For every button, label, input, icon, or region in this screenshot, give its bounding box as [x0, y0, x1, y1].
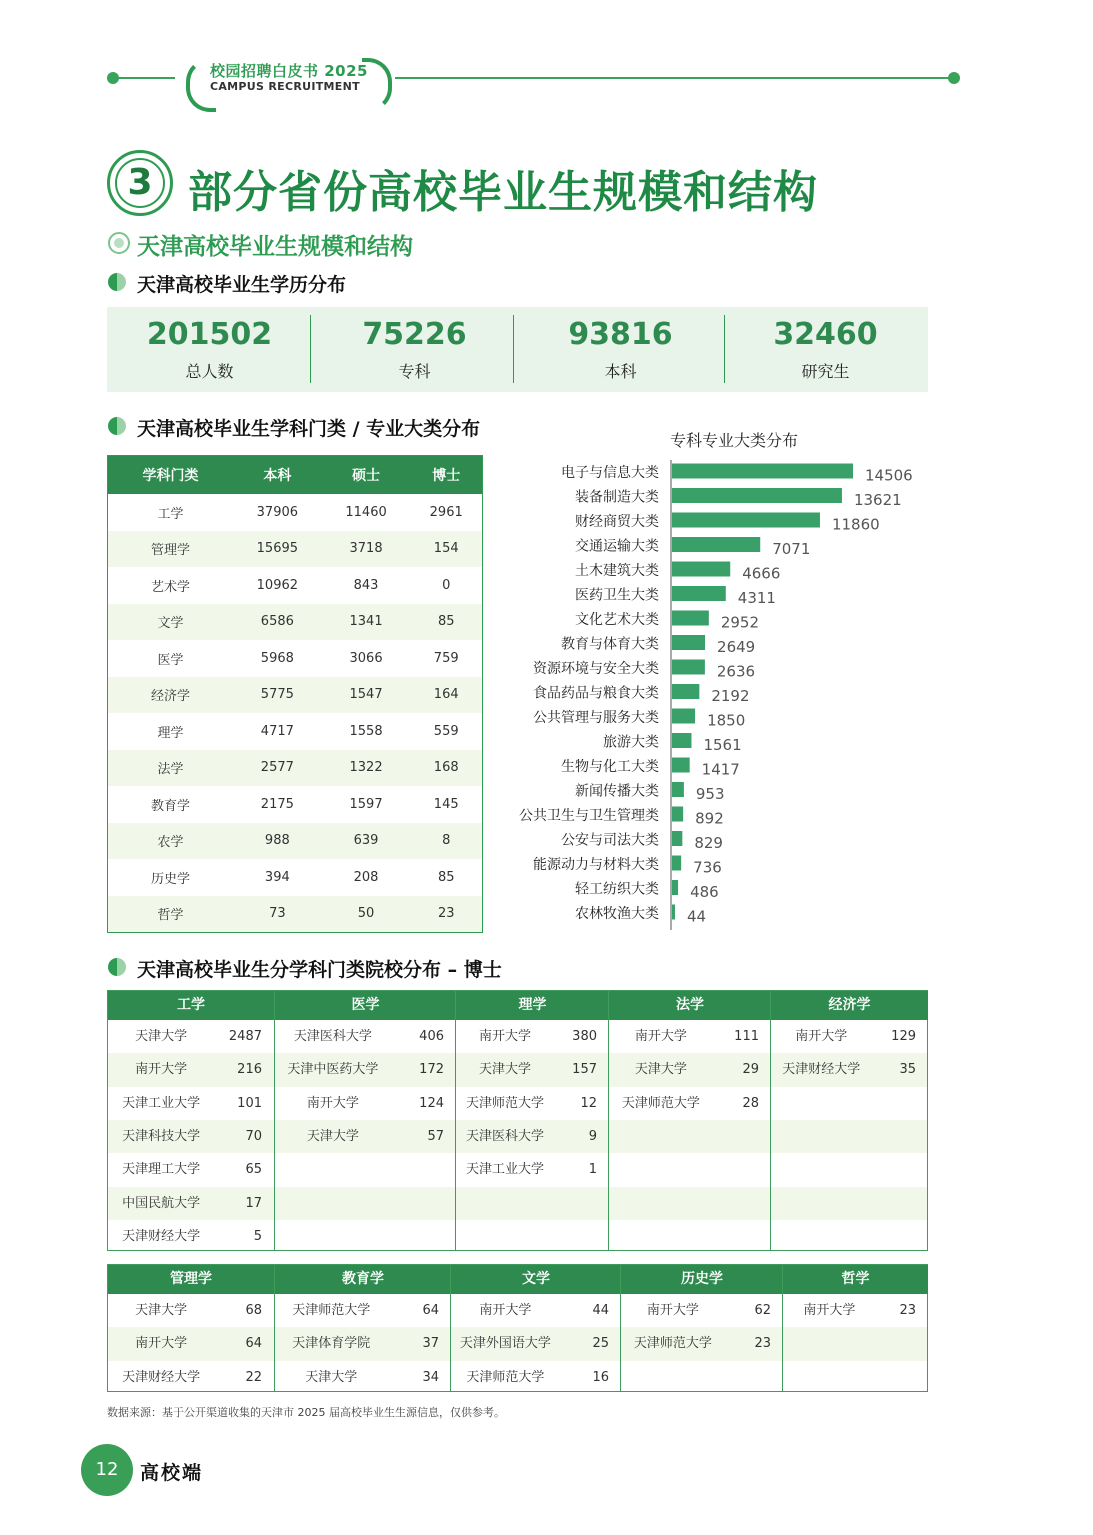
page-number: 12 [81, 1444, 133, 1496]
data-label: 44 [687, 907, 707, 926]
brand-subtitle: CAMPUS RECRUITMENT [210, 80, 360, 93]
subject-column [450, 1265, 621, 1391]
graduate-count: 5 [253, 1228, 262, 1244]
cell: 理学 [157, 725, 184, 741]
subject-column [608, 991, 771, 1250]
university-name: 天津工业大学 [465, 1162, 544, 1178]
graduate-count: 23 [754, 1336, 771, 1352]
table-row [108, 786, 483, 823]
cell: 639 [322, 823, 411, 860]
cell: 文学 [108, 604, 233, 641]
bar [672, 488, 842, 503]
category-label: 公共管理与服务大类 [533, 710, 659, 726]
category-label: 公安与司法大类 [561, 832, 659, 849]
category-label: 食品药品与粮食大类 [533, 685, 659, 702]
bullet-icon [108, 273, 126, 291]
graduate-count: 172 [419, 1062, 444, 1078]
column-header: 医学 [275, 991, 456, 1020]
graduate-count: 68 [245, 1303, 262, 1318]
cell: 73 [233, 896, 322, 933]
cell: 85 [410, 604, 482, 641]
subject-table [107, 455, 483, 933]
graduate-count: 28 [742, 1095, 759, 1111]
header-line-left [113, 77, 175, 79]
data-label: 486 [690, 883, 719, 901]
header-line-right [395, 77, 955, 79]
cell: 5775 [233, 677, 322, 714]
column-header: 管理学 [108, 1265, 274, 1294]
cell: 843 [353, 577, 379, 593]
table-row [456, 1020, 609, 1053]
section-number-badge [107, 150, 173, 216]
cell: 0 [442, 577, 451, 593]
table-row [456, 1120, 609, 1153]
graduate-count: 1 [588, 1162, 597, 1178]
table-row [275, 1327, 451, 1360]
university-name: 天津体育学院 [292, 1336, 371, 1352]
stat-value: 75226 [362, 317, 467, 352]
table-row [275, 1294, 451, 1327]
table-row [783, 1294, 928, 1327]
table-row [108, 1120, 274, 1153]
education-heading: 天津高校毕业生学历分布 [137, 274, 347, 296]
bar [672, 611, 709, 626]
bar [672, 586, 726, 601]
category-label: 公共卫生与卫生管理类 [519, 808, 659, 824]
column-header: 文学 [451, 1265, 621, 1294]
column-header: 理学 [456, 991, 609, 1020]
graduate-count: 62 [754, 1303, 771, 1318]
cell: 394 [264, 869, 290, 885]
stat-label: 总人数 [185, 362, 234, 381]
data-label: 2636 [716, 662, 756, 681]
table-row [609, 1020, 771, 1053]
table-row [275, 1361, 451, 1394]
data-label: 1417 [701, 760, 740, 779]
university-name: 南开大学 [478, 1029, 531, 1044]
university-name: 南开大学 [803, 1303, 856, 1318]
col-header: 博士 [410, 456, 482, 495]
table-row [771, 1053, 928, 1086]
stat-divider [513, 315, 514, 383]
table-row [771, 1020, 928, 1053]
bar [672, 831, 682, 846]
university-name: 南开大学 [306, 1095, 359, 1111]
graduate-count: 64 [422, 1303, 439, 1318]
data-label: 829 [694, 834, 723, 852]
university-name: 南开大学 [479, 1303, 532, 1318]
stat-value: 32460 [773, 317, 878, 352]
graduate-count: 34 [422, 1369, 439, 1385]
cell: 2577 [233, 750, 322, 787]
table-row [108, 494, 483, 531]
university-name: 天津大学 [305, 1369, 358, 1385]
column-header: 工学 [108, 991, 274, 1020]
bar [672, 635, 705, 650]
table-row [275, 1087, 456, 1120]
bar [672, 537, 760, 552]
table-row [108, 1020, 274, 1053]
data-label: 736 [693, 858, 722, 877]
table-row [108, 1327, 274, 1360]
graduate-count: 157 [572, 1062, 597, 1078]
university-name: 天津财经大学 [122, 1228, 201, 1244]
stat-junior-college [312, 307, 517, 392]
graduate-count: 380 [572, 1029, 597, 1044]
column-header: 教育学 [275, 1265, 451, 1294]
stat-value: 93816 [568, 317, 673, 352]
cell: 1322 [322, 750, 411, 787]
column-header: 哲学 [783, 1265, 928, 1294]
cell: 37906 [256, 504, 299, 520]
cell: 8 [410, 823, 482, 860]
bar [672, 709, 695, 724]
category-label: 土木建筑大类 [575, 563, 659, 579]
category-label: 轻工纺织大类 [575, 881, 659, 898]
graduate-count: 9 [588, 1128, 597, 1144]
table-row [108, 604, 483, 641]
table-row [108, 1187, 274, 1220]
table-row [108, 750, 483, 787]
footer-label: 高校端 [140, 1462, 204, 1484]
table-row [451, 1327, 621, 1360]
stat-bachelor [518, 307, 723, 392]
education-stats [107, 307, 928, 392]
table-row [108, 823, 483, 860]
graduate-count: 129 [891, 1029, 916, 1044]
cell: 559 [433, 723, 459, 739]
university-name: 天津大学 [135, 1029, 188, 1044]
category-label: 旅游大类 [603, 734, 659, 751]
category-label: 文化艺术大类 [575, 612, 659, 628]
stat-label: 本科 [604, 362, 637, 381]
bar [672, 880, 678, 895]
graduate-count: 22 [245, 1369, 262, 1385]
stat-divider [310, 315, 311, 383]
graduate-count: 216 [237, 1062, 262, 1078]
cell: 教育学 [150, 798, 190, 814]
subject-column [274, 991, 456, 1250]
category-label: 装备制造大类 [575, 489, 659, 506]
cell: 1558 [349, 723, 383, 739]
graduate-count: 70 [245, 1128, 262, 1144]
bar [672, 513, 820, 528]
graduate-count: 25 [592, 1336, 609, 1352]
category-label: 生物与化工大类 [561, 759, 659, 775]
subject-column [620, 1265, 783, 1391]
cell: 医学 [157, 652, 184, 668]
header-dot-right [948, 72, 960, 84]
graduate-count: 64 [245, 1336, 262, 1352]
cell: 5968 [260, 650, 294, 666]
category-label: 能源动力与材料大类 [533, 857, 659, 873]
cell: 6586 [233, 604, 322, 641]
cell: 历史学 [150, 871, 190, 887]
bar [672, 905, 675, 920]
table-row [108, 1361, 274, 1394]
data-label: 1561 [703, 736, 742, 754]
university-name: 天津师范大学 [621, 1095, 700, 1111]
graduate-count: 12 [580, 1095, 597, 1111]
graduate-count: 29 [742, 1062, 759, 1078]
category-label: 农林牧渔大类 [575, 906, 659, 922]
subject-column [770, 991, 928, 1250]
cell: 哲学 [108, 896, 233, 933]
section-number: 3 [115, 158, 165, 208]
university-name: 天津医科大学 [465, 1128, 544, 1144]
chart-title: 专科专业大类分布 [670, 431, 799, 450]
category-label: 新闻传播大类 [575, 783, 659, 800]
table-row [275, 1020, 456, 1053]
cell: 208 [353, 869, 379, 885]
header-bracket-right [362, 58, 392, 112]
table-row [451, 1294, 621, 1327]
cell: 工学 [157, 506, 184, 522]
cell: 农学 [108, 823, 233, 860]
bullet-icon [108, 958, 126, 976]
subject-column [108, 991, 274, 1250]
university-name: 南开大学 [646, 1303, 699, 1318]
bar [672, 684, 699, 699]
graduate-count: 65 [245, 1162, 262, 1178]
data-label: 13621 [853, 491, 902, 509]
category-label: 资源环境与安全大类 [533, 661, 659, 677]
university-name: 天津师范大学 [465, 1095, 544, 1111]
stat-label: 研究生 [801, 362, 850, 381]
data-label: 2649 [717, 638, 756, 656]
university-name: 天津大学 [478, 1062, 531, 1078]
bar [672, 758, 690, 773]
graduate-count: 16 [592, 1369, 609, 1385]
bar [672, 807, 683, 822]
graduate-count: 111 [734, 1029, 759, 1044]
subject-column [782, 1265, 928, 1391]
university-name: 天津财经大学 [122, 1369, 201, 1385]
stat-value: 201502 [146, 317, 273, 352]
table-row [108, 531, 483, 568]
table-row [451, 1361, 621, 1394]
doctor-heading: 天津高校毕业生分学科门类院校分布 – 博士 [137, 959, 502, 981]
category-label: 医药卫生大类 [575, 587, 659, 604]
university-name: 天津工业大学 [122, 1095, 201, 1111]
data-label: 4666 [742, 564, 781, 583]
cell: 50 [322, 896, 411, 933]
table-row [108, 859, 483, 896]
university-name: 天津大学 [135, 1303, 188, 1318]
table-row [108, 677, 483, 714]
table-row [108, 896, 483, 933]
bar [672, 782, 684, 797]
bar-chart [490, 460, 930, 930]
cell: 988 [233, 823, 322, 860]
graduate-count: 406 [419, 1029, 444, 1044]
university-name: 天津外国语大学 [459, 1336, 551, 1352]
cell: 168 [410, 750, 482, 787]
cell: 经济学 [108, 677, 233, 714]
column-header: 经济学 [771, 991, 928, 1020]
cell: 2175 [260, 796, 294, 812]
doctor-table-1 [107, 990, 928, 1251]
university-name: 天津科技大学 [122, 1128, 201, 1144]
table-row [275, 1053, 456, 1086]
cell: 85 [437, 869, 455, 885]
data-label: 7071 [772, 540, 811, 558]
stat-label: 专科 [398, 362, 431, 381]
graduate-count: 44 [592, 1303, 609, 1318]
doctor-table-2 [107, 1264, 928, 1392]
data-label: 2952 [720, 613, 760, 632]
col-header: 硕士 [322, 456, 411, 495]
cell: 15695 [233, 531, 322, 568]
table-row [108, 1053, 274, 1086]
table-row [456, 1053, 609, 1086]
university-name: 天津师范大学 [466, 1369, 545, 1385]
col-header: 学科门类 [108, 456, 233, 495]
cell: 11460 [345, 504, 387, 520]
university-name: 天津财经大学 [782, 1062, 861, 1078]
table-row [609, 1053, 771, 1086]
data-source-note: 数据来源：基于公开渠道收集的天津市 2025 届高校毕业生生源信息，仅供参考。 [107, 1406, 505, 1419]
data-label: 1850 [707, 711, 746, 730]
bar [672, 856, 681, 871]
category-label: 交通运输大类 [575, 538, 659, 555]
category-label: 财经商贸大类 [575, 514, 659, 530]
col-header: 本科 [233, 456, 322, 495]
cell: 23 [410, 896, 482, 933]
stat-graduate [723, 307, 928, 392]
table-row [108, 640, 483, 677]
graduate-count: 35 [899, 1062, 916, 1078]
cell: 管理学 [108, 531, 233, 568]
university-name: 中国民航大学 [122, 1195, 201, 1211]
table-row [108, 567, 483, 604]
subject-column [455, 991, 609, 1250]
cell: 2961 [429, 504, 463, 520]
graduate-count: 2487 [228, 1029, 262, 1044]
university-name: 南开大学 [135, 1062, 188, 1078]
table-row [456, 1153, 609, 1186]
table-row [609, 1087, 771, 1120]
university-name: 天津大学 [634, 1062, 687, 1078]
section-subtitle: 天津高校毕业生规模和结构 [137, 234, 413, 260]
cell: 艺术学 [150, 579, 190, 595]
university-name: 南开大学 [135, 1336, 188, 1352]
table-row [456, 1087, 609, 1120]
bar [672, 562, 730, 577]
cell: 法学 [108, 750, 233, 787]
data-label: 892 [695, 809, 724, 828]
data-label: 11860 [831, 515, 880, 534]
graduate-count: 57 [427, 1128, 444, 1144]
cell: 145 [433, 796, 459, 812]
university-name: 天津师范大学 [633, 1336, 712, 1352]
university-name: 天津大学 [306, 1128, 359, 1144]
cell: 1547 [322, 677, 411, 714]
data-label: 14506 [865, 466, 913, 485]
bullet-icon [108, 417, 126, 435]
category-label: 电子与信息大类 [561, 465, 659, 481]
university-name: 天津理工大学 [122, 1162, 201, 1178]
bar [672, 464, 853, 479]
cell: 164 [410, 677, 482, 714]
graduate-count: 37 [422, 1336, 439, 1352]
column-header: 法学 [609, 991, 771, 1020]
cell: 10962 [256, 577, 299, 593]
university-name: 天津师范大学 [292, 1303, 371, 1318]
table-row [108, 1294, 274, 1327]
ring-icon [108, 232, 130, 254]
bar [672, 733, 691, 748]
university-name: 天津医科大学 [293, 1029, 372, 1044]
cell: 1341 [322, 604, 411, 641]
subjects-heading: 天津高校毕业生学科门类 / 专业大类分布 [137, 418, 481, 440]
table-row [275, 1120, 456, 1153]
cell: 4717 [260, 723, 294, 739]
cell: 3066 [349, 650, 383, 666]
subject-column [274, 1265, 451, 1391]
cell: 1597 [349, 796, 383, 812]
stat-total [107, 307, 312, 392]
cell: 3718 [322, 531, 411, 568]
table-row [108, 1087, 274, 1120]
bar [672, 660, 705, 675]
university-name: 天津中医药大学 [287, 1062, 379, 1078]
brand-title: 校园招聘白皮书 2025 [210, 62, 368, 80]
table-row [108, 1220, 274, 1253]
data-label: 4311 [737, 589, 776, 607]
category-label: 教育与体育大类 [561, 636, 659, 653]
page-title: 部分省份高校毕业生规模和结构 [188, 167, 818, 218]
table-row [621, 1294, 783, 1327]
cell: 154 [410, 531, 482, 568]
table-row [621, 1327, 783, 1360]
graduate-count: 124 [419, 1095, 444, 1111]
graduate-count: 23 [899, 1303, 916, 1318]
table-row [108, 713, 483, 750]
data-label: 2192 [711, 687, 750, 705]
university-name: 南开大学 [795, 1029, 848, 1044]
data-label: 953 [695, 785, 725, 803]
university-name: 南开大学 [634, 1029, 687, 1044]
column-header: 历史学 [621, 1265, 783, 1294]
subject-column [108, 1265, 274, 1391]
graduate-count: 17 [245, 1195, 262, 1211]
cell: 759 [433, 650, 459, 666]
graduate-count: 101 [237, 1095, 262, 1111]
table-row [108, 1153, 274, 1186]
